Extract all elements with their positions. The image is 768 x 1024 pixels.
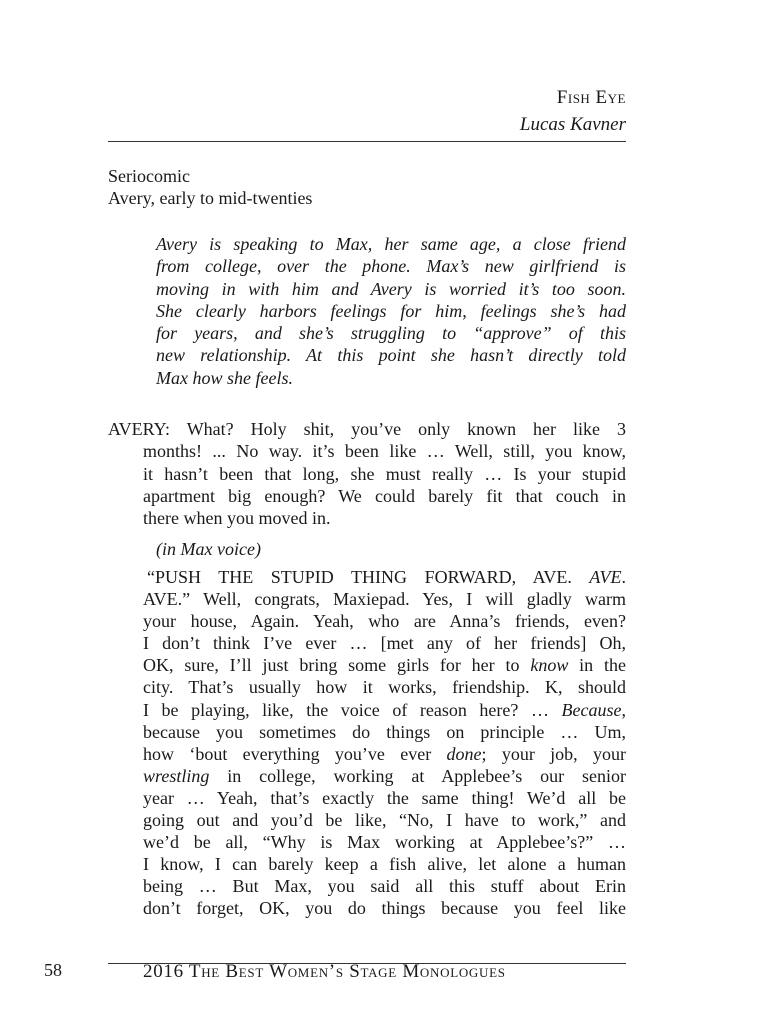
monologue-line: don’t forget, OK, you do things because you feel like	[143, 898, 626, 919]
monologue-line: there when you moved in.	[143, 508, 331, 529]
monologue-line: AVERY: What? Holy shit, you’ve only known her like 3	[108, 419, 626, 439]
monologue-line	[143, 699, 626, 721]
monologue-line	[143, 765, 626, 787]
monologue-line: months! ... No way. it’s been like … Well, still, you know,	[143, 441, 626, 462]
text-run: how ‘bout everything you’ve ever	[143, 743, 447, 764]
description-line: for years, and she’s struggling to “approve” of this	[156, 323, 626, 344]
emphasis-text: wrestling	[143, 765, 210, 786]
monologue-line: I know, I can barely keep a fish alive, let alone a human	[143, 854, 626, 875]
genre-label: Seriocomic	[108, 166, 190, 186]
description-line: Avery is speaking to Max, her same age, a close friend	[156, 234, 626, 254]
description-line: from college, over the phone. Max’s new girlfriend is	[156, 256, 626, 277]
text-run: I be playing, like, the voice of reason here? …	[143, 699, 562, 720]
header-divider	[108, 141, 626, 142]
monologue-continuation	[143, 566, 626, 920]
scene-description	[156, 233, 626, 389]
emphasis-text: done	[446, 743, 482, 764]
text-run: “PUSH THE STUPID THING FORWARD, AVE.	[147, 567, 590, 587]
description-line: moving in with him and Avery is worried it’s too soon.	[156, 278, 626, 299]
monologue-line	[143, 654, 626, 676]
monologue-line: AVE.” Well, congrats, Maxiepad. Yes, I will gladly warm	[143, 589, 626, 610]
text-run: ; your job, your	[481, 743, 626, 764]
monologue-line: apartment big enough? We could barely fit that couch in	[143, 485, 626, 506]
monologue-line: year … Yeah, that’s exactly the same thing! We’d all be	[143, 787, 626, 808]
text-run: .	[621, 567, 626, 587]
monologue-line: your house, Again. Yeah, who are Anna’s friends, even?	[143, 611, 626, 632]
text-run: ,	[621, 699, 626, 720]
monologue-opening	[108, 418, 626, 529]
page-number: 58	[44, 960, 62, 980]
text-run: OK, sure, I’ll just bring some girls for her to	[143, 655, 531, 676]
stage-direction: (in Max voice)	[156, 539, 261, 559]
monologue-line: I don’t think I’ve ever … [met any of her friends] Oh,	[143, 633, 626, 654]
emphasis-text: Because	[561, 699, 622, 720]
play-author: Lucas Kavner	[519, 114, 626, 135]
monologue-line	[143, 566, 626, 588]
monologue-line: being … But Max, you said all this stuff about Erin	[143, 876, 626, 897]
text-run: in the	[568, 655, 626, 676]
monologue-line: city. That’s usually how it works, friendship. K, should	[143, 677, 626, 698]
monologue-line: we’d be all, “Why is Max working at Applebee’s?” …	[143, 832, 626, 853]
description-line: new relationship. At this point she hasn’t directly told	[156, 345, 626, 366]
emphasis-text: know	[530, 655, 569, 676]
monologue-line	[143, 743, 626, 765]
description-line: Max how she feels.	[156, 367, 293, 388]
monologue-line: it hasn’t been that long, she must really … Is your stupid	[143, 463, 626, 484]
character-label: Avery, early to mid-twenties	[108, 188, 313, 208]
play-title: Fish Eye	[556, 87, 626, 108]
emphasis-text: AVE	[589, 567, 622, 587]
text-run: in college, working at Applebee’s our senior	[209, 765, 626, 786]
monologue-line: because you sometimes do things on principle … Um,	[143, 721, 626, 742]
monologue-line: going out and you’d be like, “No, I have to work,” and	[143, 810, 626, 831]
book-title: 2016 The Best Women’s Stage Monologues	[143, 961, 506, 982]
description-line: She clearly harbors feelings for him, feelings she’s had	[156, 300, 626, 321]
